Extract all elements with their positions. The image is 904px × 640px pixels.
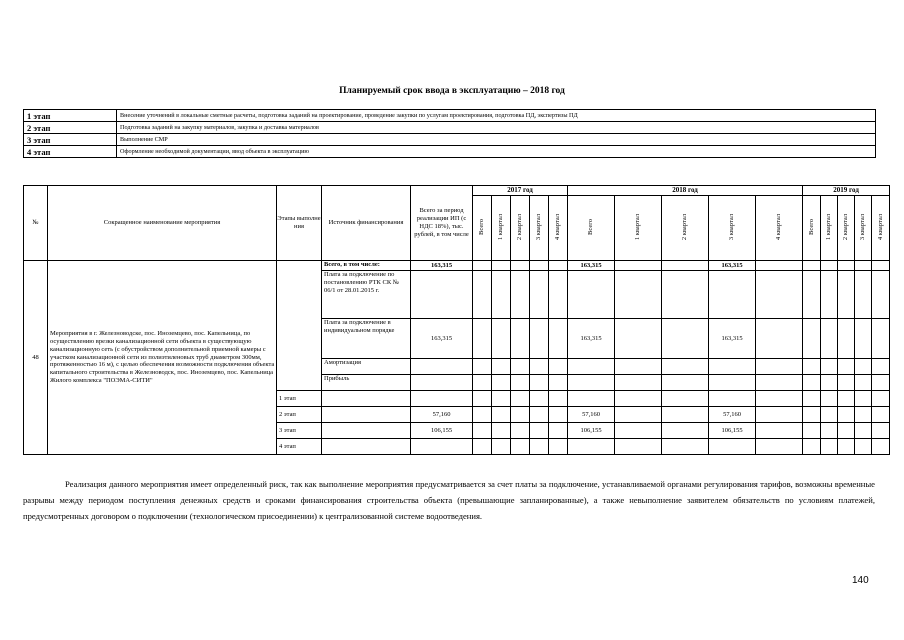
value-2018-q3 [709,391,756,407]
stage-description: Внесение уточнений в локальные сметные расчеты, подготовка заданий на проектирование, проведение закупки по услугам проектирования, подготовка ПД, экспертизы ПД [117,110,876,122]
stages-table [23,109,876,158]
header-quarter: 3 квартал [859,213,867,240]
stage-row [24,110,876,122]
value-total: 163,315 [411,319,473,359]
value-total [411,271,473,319]
header-total: Всего за период реализации ИП (с НДС 18%), тыс. рублей, в том числе [411,186,473,261]
header-total-col: Всего [478,218,486,235]
header-year-2017: 2017 год [473,186,568,196]
stage-label: 4 этап [277,439,322,455]
header-quarter: 4 квартал [775,213,783,240]
value-2018-q3: 163,315 [709,319,756,359]
header-year-2019: 2019 год [803,186,890,196]
risk-paragraph: Реализация данного мероприятия имеет определенный риск, так как выполнение мероприятия предусматривается за счет платы за подключение, устанавливаемой органами регулирования тарифов, возможны временные разрывы между периодом поступления денежных средств и сроками финансирования строительства объекта (превышающие запланированные), а также невыполнение заявителем обязательств по условиям платежей, предусмотренных договором о подключении (технологическом присоединении) к централизованной системе водоотведения. [23,479,875,521]
stage-description: Выполнение СМР [117,134,876,146]
stage-label: 4 этап [24,146,117,158]
stage-label: 2 этап [24,122,117,134]
value-2018-total [568,359,615,375]
stage-row [24,134,876,146]
stage-description: Подготовка заданий на закупку материалов, закупка и доставка материалов [117,122,876,134]
page-number: 140 [852,575,869,586]
value-2018-q3 [709,375,756,391]
header-total-col: Всего [807,218,815,235]
stage-label: 3 этап [24,134,117,146]
header-quarter: 2 квартал [842,213,850,240]
value-2018-total [568,375,615,391]
value-2018-q3: 106,155 [709,423,756,439]
value-total [411,359,473,375]
header-stages: Этапы выполне ния [277,186,322,261]
header-quarter: 1 квартал [825,213,833,240]
measure-name: Мероприятия в г. Железноводске, пос. Иноземцево, пос. Капельница, по осуществлению врезки канализационной сети объекта в существующую канализационную сеть (с обустройством дополнительной приемной камеры с участком канализационной сети из полиэтиленовых труб диаметром 300мм, протяженностью 16 м), с целью обеспечения возможности подключения объекта капитального строительства в Железноводск, пос. Иноземцево, пос. Капельница Жилого комплекса "ПОЭМА-СИТИ" [48,261,277,455]
value-2018-total [568,439,615,455]
header-total-col: Всего [587,218,595,235]
value-2018-q3: 163,315 [709,261,756,271]
source-label: Амортизация [322,359,411,375]
header-quarter: 3 квартал [535,213,543,240]
page-title: Планируемый срок ввода в эксплуатацию – 2018 год [339,86,565,96]
header-quarter: 2 квартал [681,213,689,240]
value-2018-total [568,391,615,407]
value-2018-q3 [709,271,756,319]
stage-row [24,122,876,134]
stage-label: 3 этап [277,423,322,439]
value-total: 57,160 [411,407,473,423]
value-2018-q3 [709,439,756,455]
source-label: Плата за подключение в индивидуальном порядке [322,319,411,359]
stage-row [24,146,876,158]
header-quarter: 4 квартал [554,213,562,240]
value-2018-total: 106,155 [568,423,615,439]
value-total: 106,155 [411,423,473,439]
header-source: Источник финансирования [322,186,411,261]
stage-label: 1 этап [277,391,322,407]
stage-label: 1 этап [24,110,117,122]
header-name: Сокращенное наименование мероприятия [48,186,277,261]
value-2018-total: 57,160 [568,407,615,423]
header-no: № [24,186,48,261]
row-number: 48 [24,261,48,455]
stage-description: Оформление необходимой документации, ввод объекта в эксплуатацию [117,146,876,158]
value-total [411,375,473,391]
source-label: Прибыль [322,375,411,391]
value-2018-total: 163,315 [568,261,615,271]
header-quarter: 1 квартал [497,213,505,240]
header-quarter: 4 квартал [876,213,884,240]
header-quarter: 2 квартал [516,213,524,240]
header-year-2018: 2018 год [568,186,803,196]
value-total [411,391,473,407]
value-2018-total: 163,315 [568,319,615,359]
value-total [411,439,473,455]
table-row [24,261,890,271]
value-2018-q3: 57,160 [709,407,756,423]
source-label: Плата за подключение по постановлению РТК СК № 06/1 от 28.01.2015 г. [322,271,411,319]
source-label: Всего, в том числе: [322,261,411,271]
header-quarter: 1 квартал [634,213,642,240]
header-quarter: 3 квартал [728,213,736,240]
value-total: 163,315 [411,261,473,271]
value-2018-total [568,271,615,319]
financing-table [23,185,890,455]
stage-label: 2 этап [277,407,322,423]
value-2018-q3 [709,359,756,375]
